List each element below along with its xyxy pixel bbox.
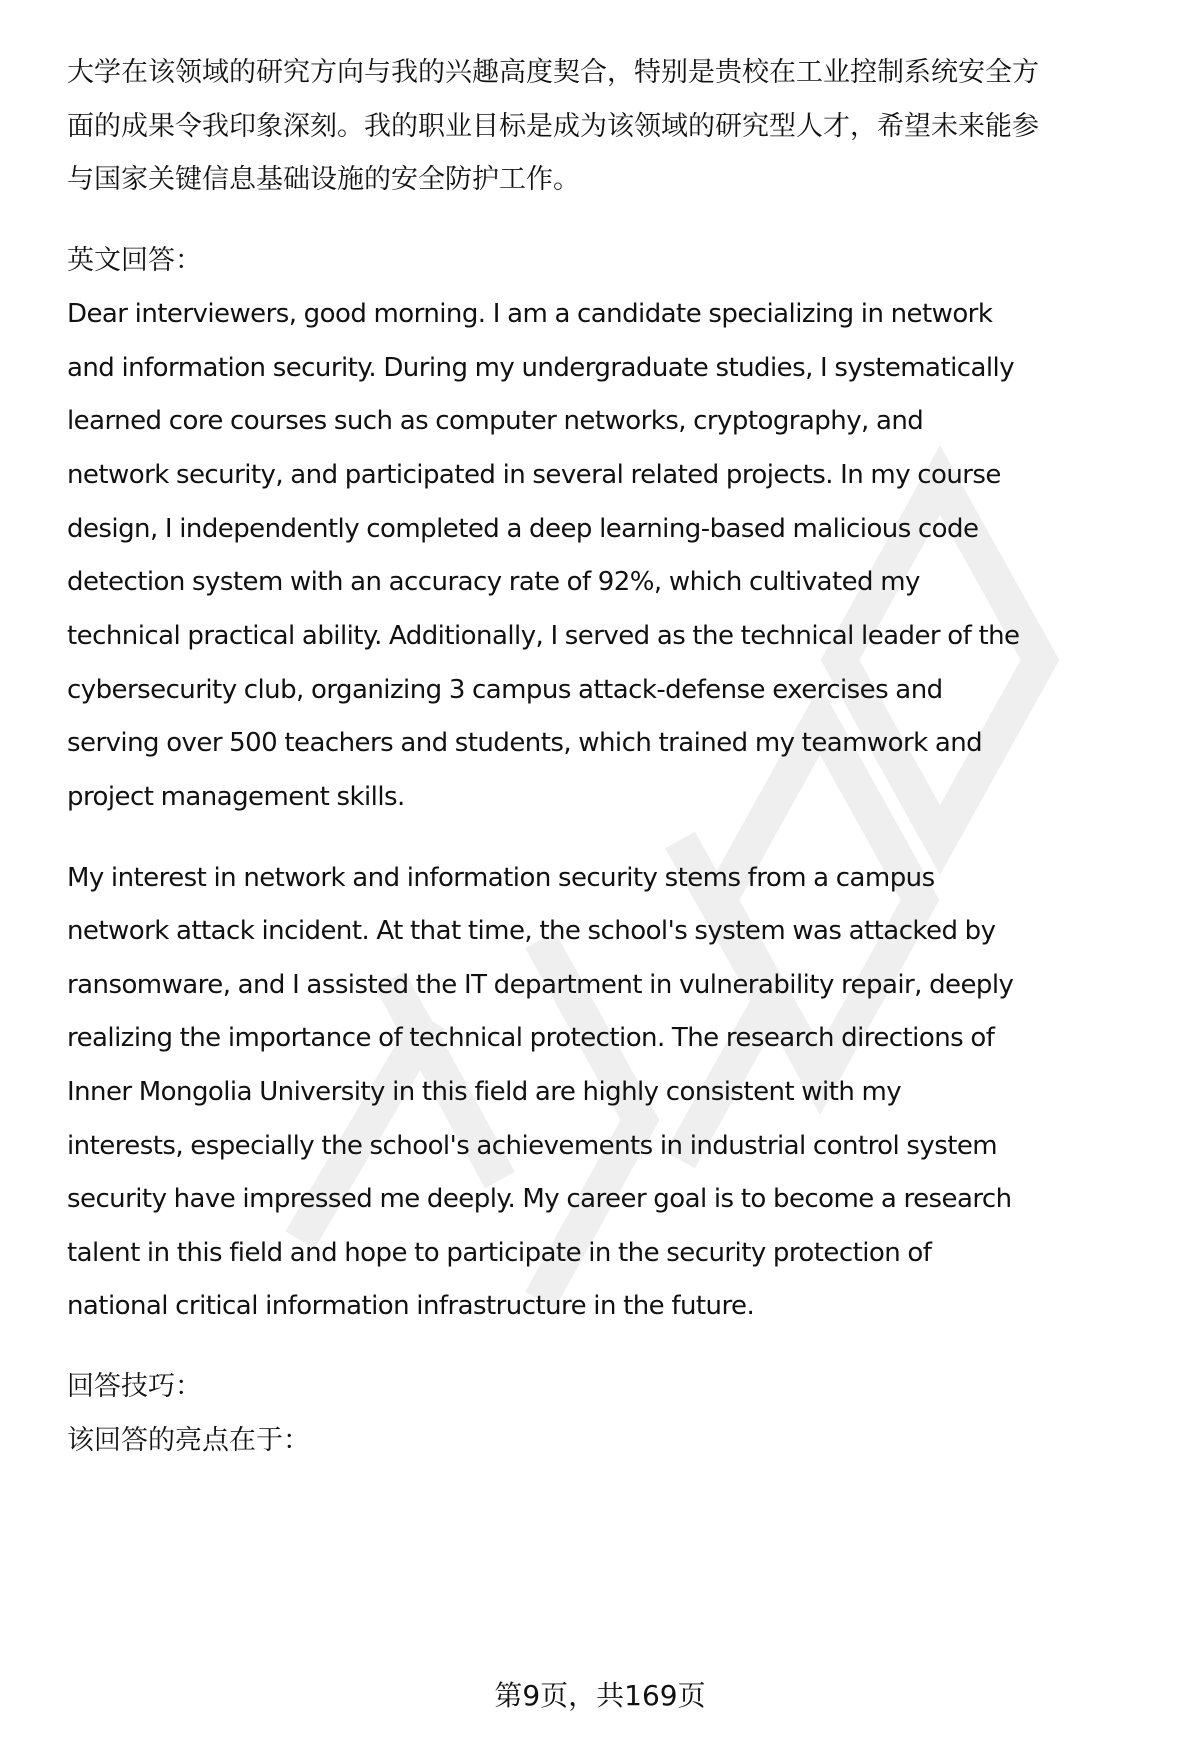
text-line: project management skills. (67, 782, 405, 812)
text-line: and information security. During my undergraduate studies, I systematically (67, 353, 1015, 383)
answer-tips-intro: 该回答的亮点在于： (67, 1425, 310, 1456)
text-line: 与国家关键信息基础设施的安全防护工作。 (67, 164, 580, 195)
text-line: network attack incident. At that time, the school's system was attacked by (67, 916, 996, 946)
text-line: network security, and participated in several related projects. In my course (67, 460, 1001, 490)
page-number-footer: 第9页，共169页 (494, 1679, 706, 1712)
text-line: ransomware, and I assisted the IT department in vulnerability repair, deeply (67, 970, 1014, 1000)
english-answer-heading: 英文回答： (67, 245, 202, 276)
text-line: Inner Mongolia University in this field are highly consistent with my (67, 1077, 902, 1107)
text-line: national critical information infrastructure in the future. (67, 1291, 755, 1321)
text-line: My interest in network and information security stems from a campus (67, 863, 935, 893)
text-line: design, I independently completed a deep learning-based malicious code (67, 514, 979, 544)
text-line: realizing the importance of technical protection. The research directions of (67, 1023, 995, 1053)
text-line: interests, especially the school's achievements in industrial control system (67, 1131, 998, 1161)
text-line: detection system with an accuracy rate of 92%, which cultivated my (67, 567, 920, 597)
text-line: security have impressed me deeply. My career goal is to become a research (67, 1184, 1012, 1214)
text-line: serving over 500 teachers and students, which trained my teamwork and (67, 728, 983, 758)
text-line: 大学在该领域的研究方向与我的兴趣高度契合，特别是贵校在工业控制系统安全方 (67, 57, 1039, 88)
answer-tips-heading: 回答技巧： (67, 1371, 202, 1402)
text-line: learned core courses such as computer networks, cryptography, and (67, 406, 924, 436)
text-line: cybersecurity club, organizing 3 campus attack-defense exercises and (67, 675, 943, 705)
text-line: 面的成果令我印象深刻。我的职业目标是成为该领域的研究型人才，希望未来能参 (67, 111, 1039, 142)
text-line: talent in this field and hope to participate in the security protection of (67, 1238, 932, 1268)
text-line: technical practical ability. Additionally, I served as the technical leader of the (67, 621, 1020, 651)
text-line: Dear interviewers, good morning. I am a candidate specializing in network (67, 299, 993, 329)
